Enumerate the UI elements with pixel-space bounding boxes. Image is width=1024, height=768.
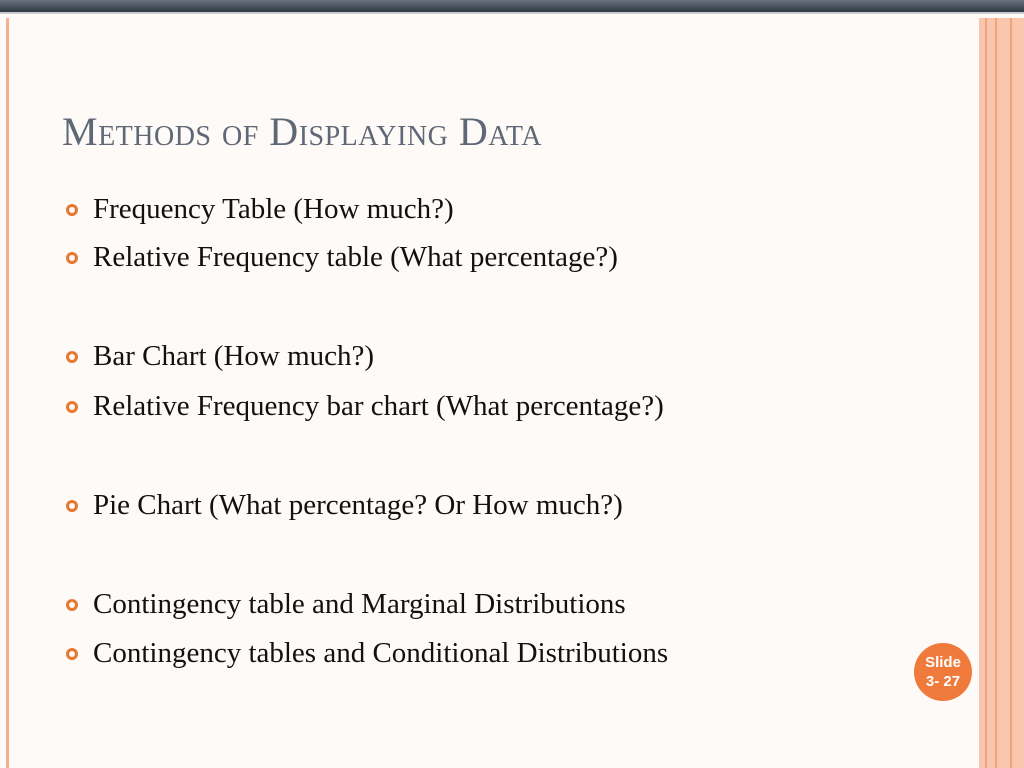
bullet-ring-icon [66,252,78,264]
slide-number-badge [914,643,972,701]
bullet-ring-icon [66,401,78,413]
slide-number-label: Slide [925,654,961,671]
bullet-ring-icon [66,648,78,660]
bullet-text: Contingency tables and Conditional Distributions [93,637,669,669]
top-bar [0,0,1024,12]
bullet-text: Relative Frequency table (What percentage?) [93,241,618,273]
bullet-ring-icon [66,500,78,512]
bullet-ring-icon [66,204,78,216]
bullet-text: Bar Chart (How much?) [93,340,375,372]
left-decor-stripe [6,18,9,768]
bullet-text: Relative Frequency bar chart (What percentage?) [93,390,664,422]
bullet-text: Frequency Table (How much?) [93,193,454,225]
top-bar-divider [0,12,1024,14]
bullet-text: Contingency table and Marginal Distributions [93,588,626,620]
slide-title: Methods of Displaying Data [62,109,542,154]
slide-number-value: 3- 27 [925,673,961,690]
bullet-ring-icon [66,351,78,363]
bullet-ring-icon [66,599,78,611]
bullet-text: Pie Chart (What percentage? Or How much?) [93,489,623,521]
